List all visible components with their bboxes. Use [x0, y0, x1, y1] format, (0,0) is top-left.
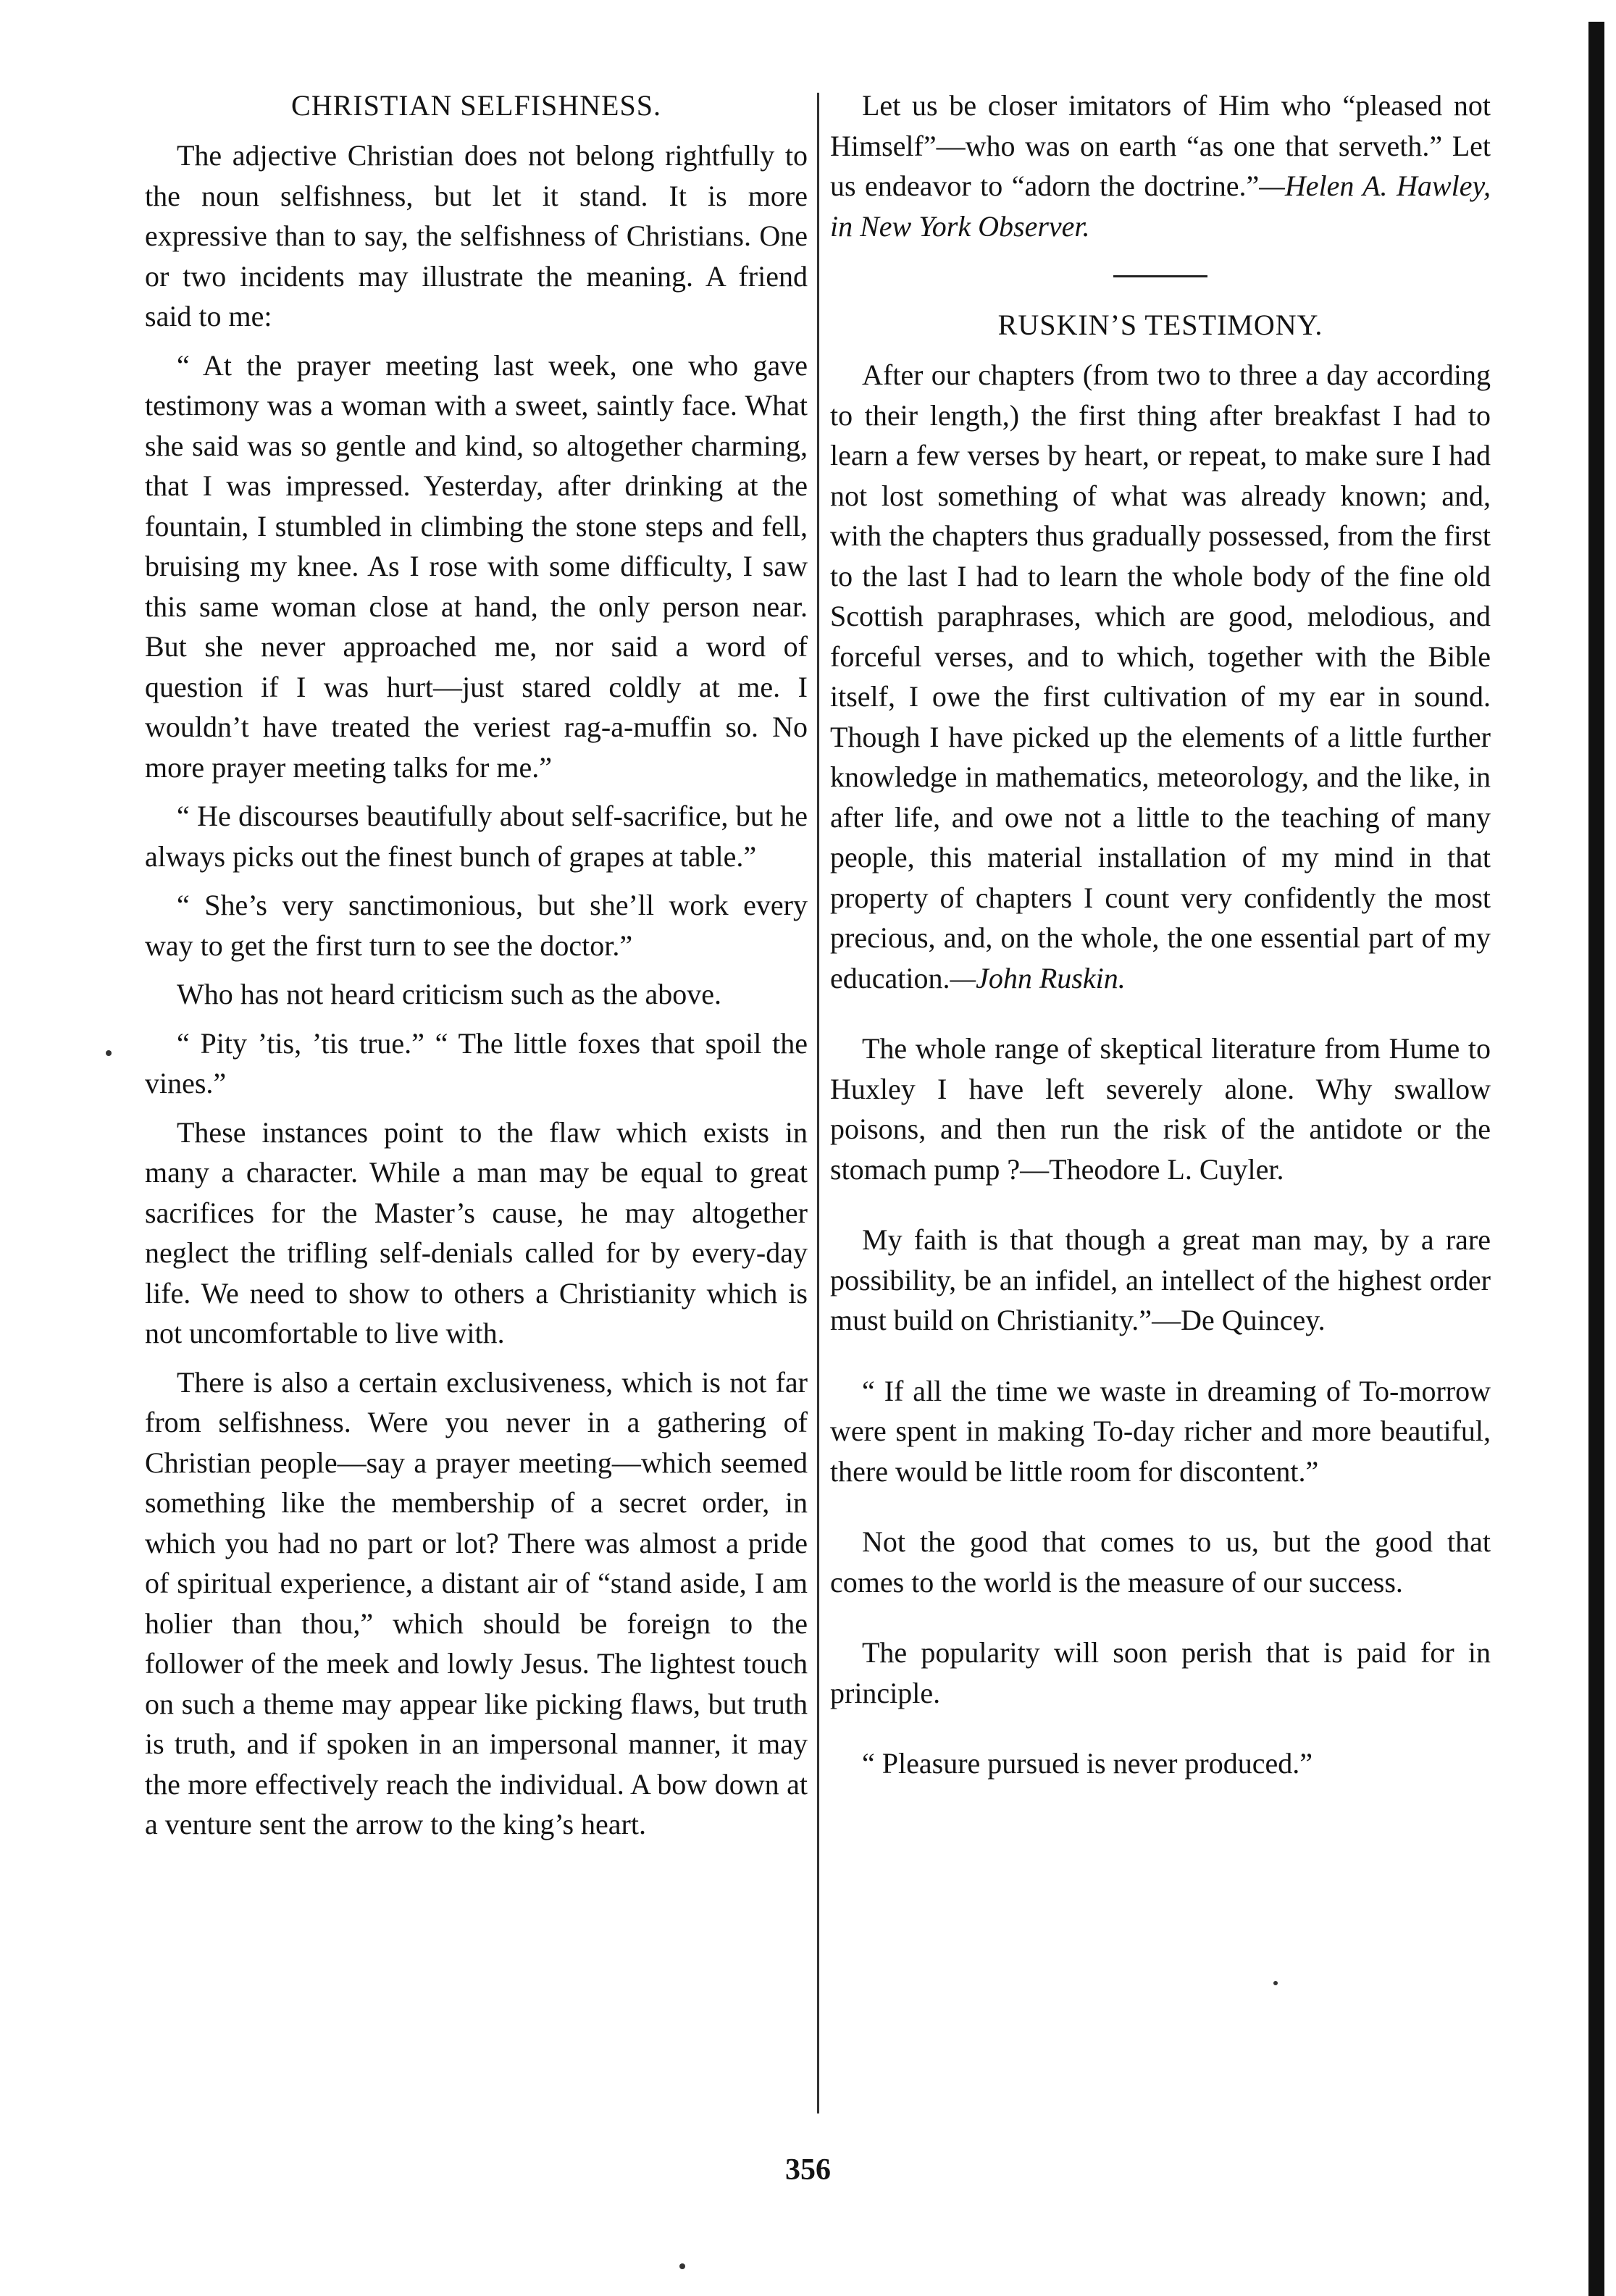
ink-speck — [679, 2263, 685, 2269]
continuation-text: Let us be closer imitators of Him who “pleased not Himself”—who was on earth “as one that serveth.” Let us endeavor to “adorn the doctrine.” — [830, 89, 1491, 202]
dequincey-quote: My faith is that though a great man may, by a rare possibility, be an infidel, an intellect of the highest order must build on Christianity.”—De Quincey. — [830, 1223, 1491, 1336]
ink-speck — [106, 1050, 112, 1056]
spacer — [830, 1198, 1491, 1220]
good-quote: Not the good that comes to us, but the good that comes to the world is the measure of our success. — [830, 1525, 1491, 1599]
paragraph: Who has not heard criticism such as the above. — [177, 978, 721, 1010]
cuyler-quote: The whole range of skeptical literature from Hume to Huxley I have left severely alone. Why swallow poisons, and then run the risk of the antidote or the stomach pump ?—Theodore L. Cuyler. — [830, 1032, 1491, 1186]
ruskin-text: After our chapters (from two to three a day according to their length,) the first thing after breakfast I had to learn a few verses by heart, or repeat, to make sure I had not lost something of what was already known; and, with the chapters thus gradually possessed, from the first to the last I had to learn the whole body of the fine old Scottish paraphrases, which are good, melodious, and forceful verses, and to which, together with the Bible itself, I owe the first cultivation of my ear in sound. Though I have picked up the elements of a little further knowledge in mathematics, meteorology, and the like, in after life, and owe not a little to the teaching of many people, this material installation of my mind in that property of chapters I count very confidently the most precious, and, on the whole, the one essential part of my education. — [830, 359, 1491, 994]
paragraph: “ He discourses beautifully about self-sacrifice, but he always picks out the finest bunch of grapes at table.” — [145, 800, 808, 873]
pleasure-quote: “ Pleasure pursued is never produced.” — [862, 1747, 1313, 1780]
continuation-attribution: —Helen A. Hawley, in New York Observer. — [830, 169, 1491, 243]
spacer — [830, 1500, 1491, 1522]
paragraph: The adjective Christian does not belong rightfully to the noun selfishness, but let it stand. It is more expressive than to say, the selfishness of Christians. One or two incidents may illustrate the meaning. A friend said to me: — [145, 139, 808, 332]
paragraph: “ At the prayer meeting last week, one who gave testimony was a woman with a sweet, saintly face. What she said was so gentle and kind, so altogether charming, that I was impressed. Yesterday, after drinking at the fountain, I stumbled in climbing the stone steps and fell, bruising my knee. As I rose with some difficulty, I saw this same woman close at hand, the only person near. But she never approached me, nor said a word of question if I was hurt—just stared coldly at me. I wouldn’t have treated the veriest rag-a-muffin so. No more prayer meeting talks for me.” — [145, 348, 808, 784]
page-number: 356 — [785, 2153, 831, 2187]
section-rule — [1113, 275, 1207, 277]
binding-edge-shadow — [1574, 0, 1616, 2296]
paragraph: “ Pity ’tis, ’tis true.” “ The little foxes that spoil the vines.” — [145, 1026, 808, 1099]
article-title-ruskins-testimony: RUSKIN’S TESTIMONY. — [997, 309, 1323, 341]
tomorrow-quote: “ If all the time we waste in dreaming of To-morrow were spent in making To-day richer and more beautiful, there would be little room for discontent.” — [830, 1374, 1491, 1488]
popularity-quote: The popularity will soon perish that is paid for in principle. — [830, 1636, 1491, 1709]
paragraph: These instances point to the flaw which exists in many a character. While a man may be equal to great sacrifices for the Master’s cause, he may altogether neglect the trifling self-denials called for by every-day life. We need to show to others a Christianity which is not uncomfortable to live with. — [145, 1115, 808, 1349]
article-title-christian-selfishness: CHRISTIAN SELFISHNESS. — [291, 89, 661, 122]
spacer — [830, 1349, 1491, 1371]
ink-speck — [1273, 1981, 1278, 1985]
paragraph: “ She’s very sanctimonious, but she’ll work every way to get the first turn to see the doctor.” — [145, 889, 808, 962]
ruskin-attribution: —John Ruskin. — [950, 961, 1126, 994]
spacer — [830, 1611, 1491, 1633]
continuation-paragraph — [830, 85, 1491, 246]
ruskin-paragraph — [830, 355, 1491, 998]
spacer — [830, 1722, 1491, 1743]
binding-shadow-bar — [1588, 22, 1604, 2296]
spacer — [830, 1007, 1491, 1028]
left-column — [145, 85, 808, 1853]
paragraph: There is also a certain exclusiveness, which is not far from selfishness. Were you never in a gathering of Christian people—say a prayer meeting—which seemed something like the membership of a secret order, in which you had no part or lot? There was almost a pride of spiritual experience, a distant air of “stand aside, I am holier than thou,” which should be foreign to the follower of the meek and lowly Jesus. The lightest touch on such a theme may appear like picking flaws, but truth is truth, and if spoken in an impersonal manner, it may the more effectively reach the individual. A bow down at a venture sent the arrow to the king’s heart. — [145, 1365, 808, 1840]
column-divider — [817, 93, 819, 2113]
right-column — [830, 85, 1491, 1793]
